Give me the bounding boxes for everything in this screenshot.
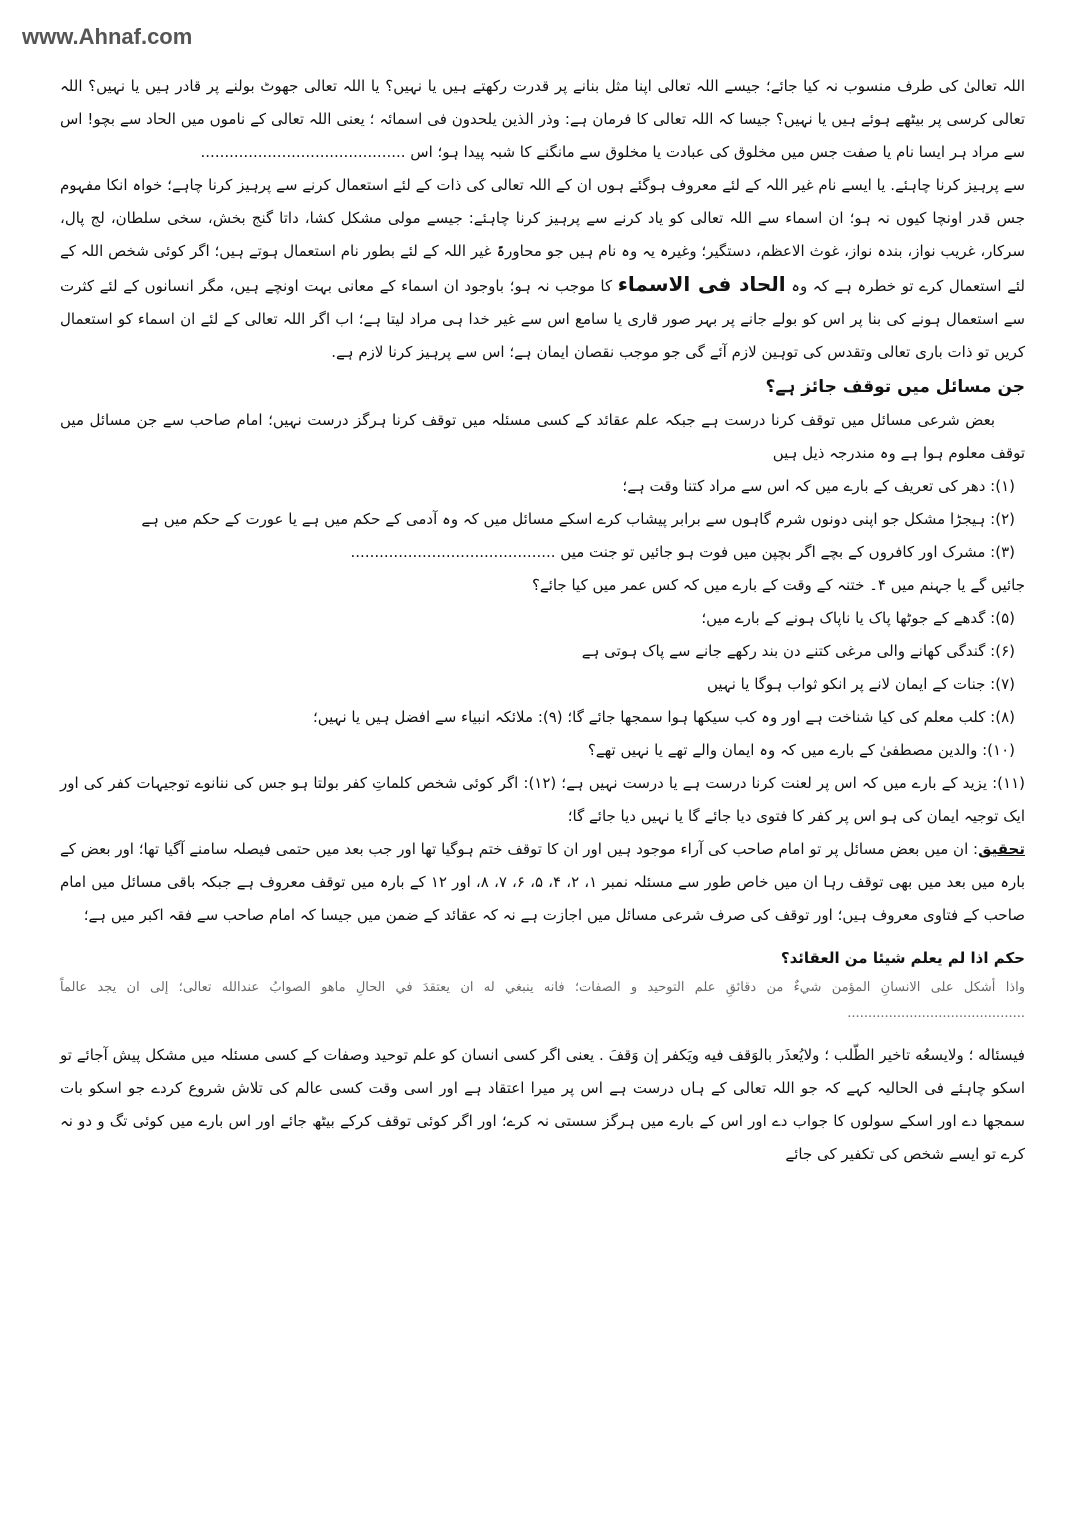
tahqeeq-paragraph: [60, 833, 1025, 932]
list-item: (۱۱): یزید کے بارے میں کہ اس پر لعنت کرنا درست ہے یا درست نہیں ہے؛ (۱۲): اگر کوئی شخص کلماتِ کفر بولتا ہو جس کی ننانوے توجیہات کفر کی اور ایک توجیہ ایمان کی ہو اس پر کفر کا فتوی دیا جائے گا یا نہیں دیا جائے گا؛: [60, 774, 1025, 825]
list-item: (۵): گدھے کے جوٹھا پاک یا ناپاک ہونے کے بارے میں؛: [701, 609, 1015, 627]
list-item: (۶): گندگی کھانے والی مرغی کتنے دن بند رکھے جانے سے پاک ہوتی ہے: [581, 642, 1015, 660]
closing-paragraph: [60, 1039, 1025, 1171]
section-heading: جن مسائل میں توقف جائز ہے؟: [765, 377, 1025, 397]
intro-paragraph: بعض شرعی مسائل میں توقف کرنا درست ہے جبکہ علم عقائد کے کسی مسئلہ میں توقف کرنا ہرگز درست نہیں؛ امام صاحب سے جن مسائل میں توقف معلوم ہوا ہے وہ مندرجہ ذیل ہیں: [60, 411, 1025, 462]
tahqeeq-label: تحقیق: [978, 840, 1025, 858]
arabic-quote: واذا أشكل على الانسانِ المؤمن شيءٌ من دقائقِ علم التوحيد و الصفات؛ فانه ينبغي له ان يعتقدَ في الحالِ ماهو الصوابُ عندالله تعالى؛ إلى ان يجد عالماً ...........................................: [60, 980, 1025, 1021]
paragraph-2: [60, 169, 1025, 369]
closing-urdu: یعنی اگر کسی انسان کو علم توحید وصفات کے کسی مسئلہ میں مشکل پیش آجائے تو اسکو چاہئے فی الحالیہ کہے کہ جو اللہ تعالی کے ہاں درست ہے اس پر میرا اعتقاد ہے اور اسی وقت کسی عالم کی تلاش شروع کردے جو اسکو بات سمجھا دے اور اسکے سولوں کا جواب دے اور اس کے بارے میں ہرگز سستی نہ کرے؛ اور اگر کوئی توقف کرکے بیٹھ جائے اور اس بارے میں کوئی تگ و دو نہ کرے تو ایسے شخص کی تکفیر کی جائے: [60, 1046, 1025, 1163]
paragraph-1: اللہ تعالیٰ کی طرف منسوب نہ کیا جائے؛ جیسے اللہ تعالی اپنا مثل بنانے پر قدرت رکھتے ہیں یا نہیں؟ یا اللہ تعالی جھوٹ بولنے پر قادر ہیں یا نہیں؟ اللہ تعالی کرسی پر بیٹھے ہوئے ہیں یا نہیں؟ جیسا کہ اللہ تعالی کا فرمان ہے: وذر الذین یلحدون فی اسمائہ ؛ یعنی اللہ تعالی کے ناموں میں الحاد سے بچو! اس سے مراد ہر ایسا نام یا صفت جس میں مخلوق کی عبادت یا مخلوق سے مانگنے کا شبہ پیدا ہو؛ اس ...........................................: [60, 77, 1025, 161]
list-item: (۳): مشرک اور کافروں کے بچے اگر بچپن میں فوت ہو جائیں تو جنت میں ...........................................: [350, 543, 1015, 561]
list-item: (۷): جنات کے ایمان لانے پر انکو ثواب ہوگا یا نہیں: [707, 675, 1015, 693]
closing-arabic: فيسئاله ؛ ولايسعُه تاخير الطّلب ؛ ولايُعذَر بالوَقف فيه ويَكفر إن وَقفَ .: [599, 1046, 1025, 1064]
list-item: جائیں گے یا جہنم میں ۴۔ ختنہ کے وقت کے بارے میں کہ کس عمر میں کیا جائے؟: [531, 576, 1025, 594]
document-page: [60, 70, 1025, 1516]
paragraph-2-text-a: سے پرہیز کرنا چاہئے. یا ایسے نام غیر اللہ کے لئے معروف ہوگئے ہوں ان کے اللہ تعالی کی ذات کے لئے استعمال کرنے سے پرہیز کرنا چاہے؛ خواہ انکا مفہوم جس قدر اونچا کیوں نہ ہو؛ ان اسماء سے اللہ تعالی کو یاد کرنے سے پرہیز کرنا چاہئے: جیسے مولی مشکل کشا، داتا گنج بخش، سخی سلطان، لج پال، سرکار، غریب نواز، بندہ نواز، غوث الاعظم، دستگیر؛ وغیرہ یہ وہ نام ہیں جو محاورۃً غیر اللہ کے لئے بطور نام استعمال ہوتے ہیں؛ اگر کوئی شخص اللہ کے لئے استعمال کرے تو خطرہ ہے کہ وہ: [60, 176, 1025, 295]
site-watermark: www.Ahnaf.com: [22, 24, 193, 49]
list-item: (۱۰): والدین مصطفیٰ کے بارے میں کہ وہ ایمان والے تھے یا نہیں تھے؟: [587, 741, 1015, 759]
list-item: (۱): دھر کی تعریف کے بارے میں کہ اس سے مراد کتنا وقت ہے؛: [622, 477, 1015, 495]
bold-term: الحاد فی الاسماء: [617, 272, 786, 296]
arabic-heading: حکم اذا لم یعلم شیئا من العقائد؟: [780, 949, 1025, 967]
paragraph-2-text-b: کا موجب نہ ہو؛ باوجود ان اسماء کے معانی بہت اونچے ہیں، مگر انسانوں کے لئے کثرت سے استعمال ہونے کی بنا پر اس کو بولے جانے پر بہر صور قاری یا سامع اس سے غیر خدا ہی مراد لیتا ہے؛ اب اگر اللہ تعالی کے لئے ان اسماء کو استعمال کریں تو ذات باری تعالی وتقدس کی توہین لازم آئے گی جو موجب نقصان ایمان ہے؛ اس سے پرہیز کرنا لازم ہے.: [60, 277, 1025, 361]
list-item: (۸): کلب معلم کی کیا شناخت ہے اور وہ کب سیکھا ہوا سمجھا جائے گا؛ (۹): ملائکہ انبیاء سے افضل ہیں یا نہیں؛: [312, 708, 1015, 726]
list-item: (۲): ہیجڑا مشکل جو اپنی دونوں شرم گاہوں سے برابر پیشاب کرے اسکے مسائل میں کہ وہ آدمی کے حکم میں ہے یا عورت کے حکم میں ہے: [141, 510, 1015, 528]
tahqeeq-text: : ان میں بعض مسائل پر تو امام صاحب کی آراء موجود ہیں اور ان کا توقف ختم ہوگیا تھا اور جب بعد میں حتمی فیصلہ سامنے آگیا تھا؛ اور بعض کے بارہ میں بعد میں بھی توقف رہا ان میں خاص طور سے مسئلہ نمبر ۱، ۲، ۴، ۵، ۶، ۷، ۸، اور ۱۲ کے بارہ میں توقف معروف ہے جبکہ باقی مسائل میں امام صاحب کے فتاوی معروف ہیں؛ اور توقف کی صرف شرعی مسائل میں اجازت ہے نہ کہ عقائد کے ضمن میں جیسا کہ امام صاحب سے فقہ اکبر میں ہے؛: [60, 840, 1025, 924]
